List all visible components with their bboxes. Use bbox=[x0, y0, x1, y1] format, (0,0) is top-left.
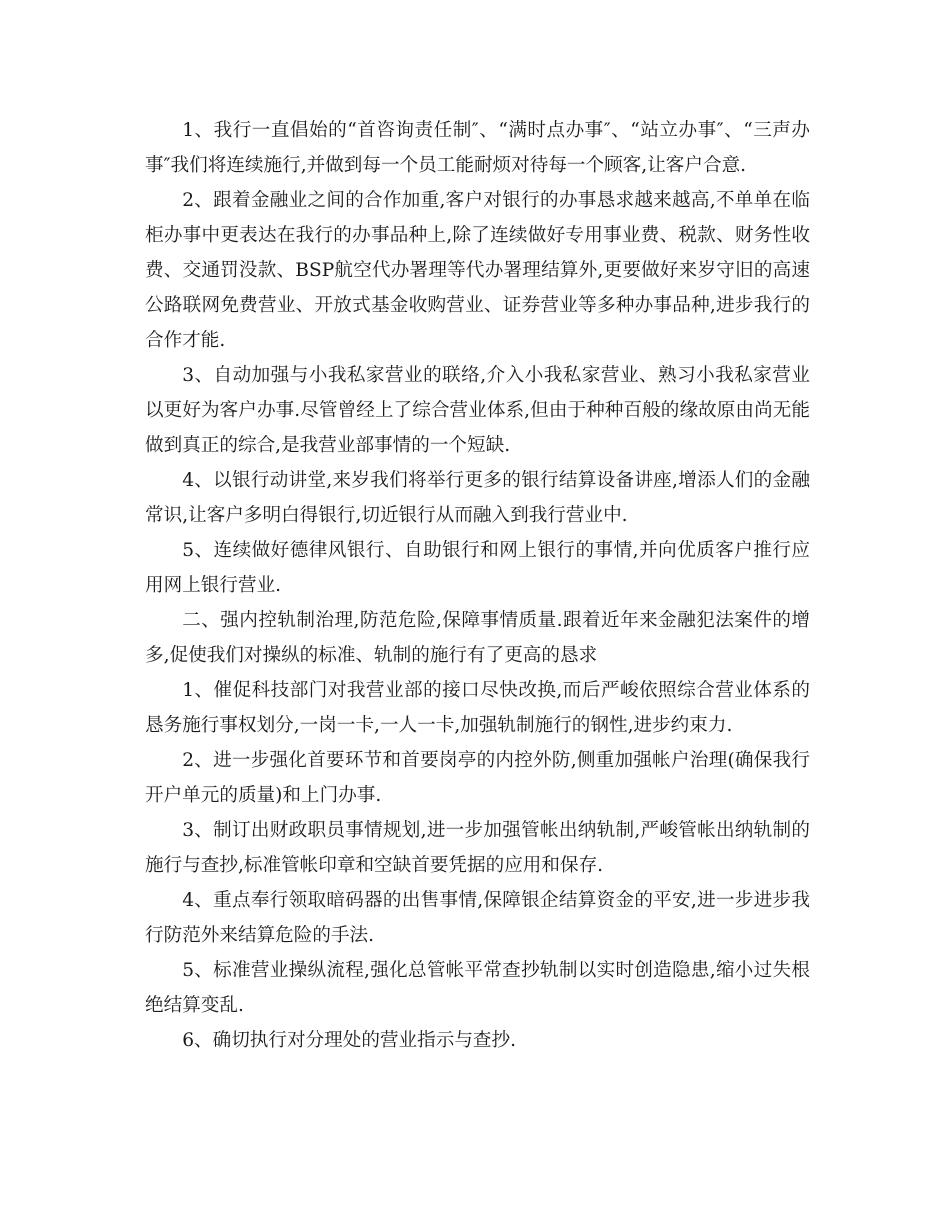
paragraph-service-system: 1、我行一直倡始的“首咨询责任制″、“满时点办事″、“站立办事″、“三声办事″我们将连续施行,并做到每一个员工能耐烦对待每一个顾客,让客户合意. bbox=[145, 120, 810, 176]
paragraph-operation-process: 5、标准营业操纵流程,强化总管帐平常查抄轨制以实时创造隐患,缩小过失根绝结算变乱. bbox=[145, 960, 810, 1016]
paragraph-interface-upgrade: 1、催促科技部门对我营业部的接口尽快改换,而后严峻依照综合营业体系的恳务施行事权划分,一岗一卡,一人一卡,加强轨制施行的钢性,进步约束力. bbox=[145, 680, 810, 736]
paragraph-bank-lectures: 4、以银行动讲堂,来岁我们将举行更多的银行结算设备讲座,增添人们的金融常识,让客户多明白得银行,切近银行从而融入到我行营业中. bbox=[145, 470, 810, 526]
paragraph-service-variety: 2、跟着金融业之间的合作加重,客户对银行的办事恳求越来越高,不单单在临柜办事中更表达在我行的办事品种上,除了连续做好专用事业费、税款、财务性收费、交通罚没款、BSP航空代办署理等代办署理结算外,更要做好来岁守旧的高速公路联网免费营业、开放式基金收购营业、证券营业等多种办事品种,进步我行的合作才能. bbox=[145, 190, 810, 351]
paragraph-password-device: 4、重点奉行领取暗码器的出售事情,保障银企结算资金的平安,进一步进步我行防范外来结算危险的手法. bbox=[145, 890, 810, 946]
paragraph-accounting-rules: 3、制订出财政职员事情规划,进一步加强管帐出纳轨制,严峻管帐出纳轨制的施行与查抄,标准管帐印章和空缺首要凭据的应用和保存. bbox=[145, 820, 810, 876]
paragraph-section-two-heading: 二、强内控轨制治理,防范危险,保障事情质量.跟着近年来金融犯法案件的增多,促使我们对操纵的标准、轨制的施行有了更高的恳求 bbox=[145, 610, 810, 666]
paragraph-personal-business: 3、自动加强与小我私家营业的联络,介入小我私家营业、熟习小我私家营业以更好为客户办事.尽管曾经上了综合营业体系,但由于种种百般的缘故原由尚无能做到真正的综合,是我营业部事情的一个短缺. bbox=[145, 365, 810, 456]
paragraph-internal-control: 2、进一步强化首要环节和首要岗亭的内控外防,侧重加强帐户治理(确保我行开户单元的质量)和上门办事. bbox=[145, 750, 810, 806]
paragraph-branch-guidance: 6、确切执行对分理处的营业指示与查抄. bbox=[182, 1030, 517, 1051]
document-body bbox=[145, 113, 810, 1058]
paragraph-e-banking: 5、连续做好德律风银行、自助银行和网上银行的事情,并向优质客户推行应用网上银行营业. bbox=[145, 540, 810, 596]
